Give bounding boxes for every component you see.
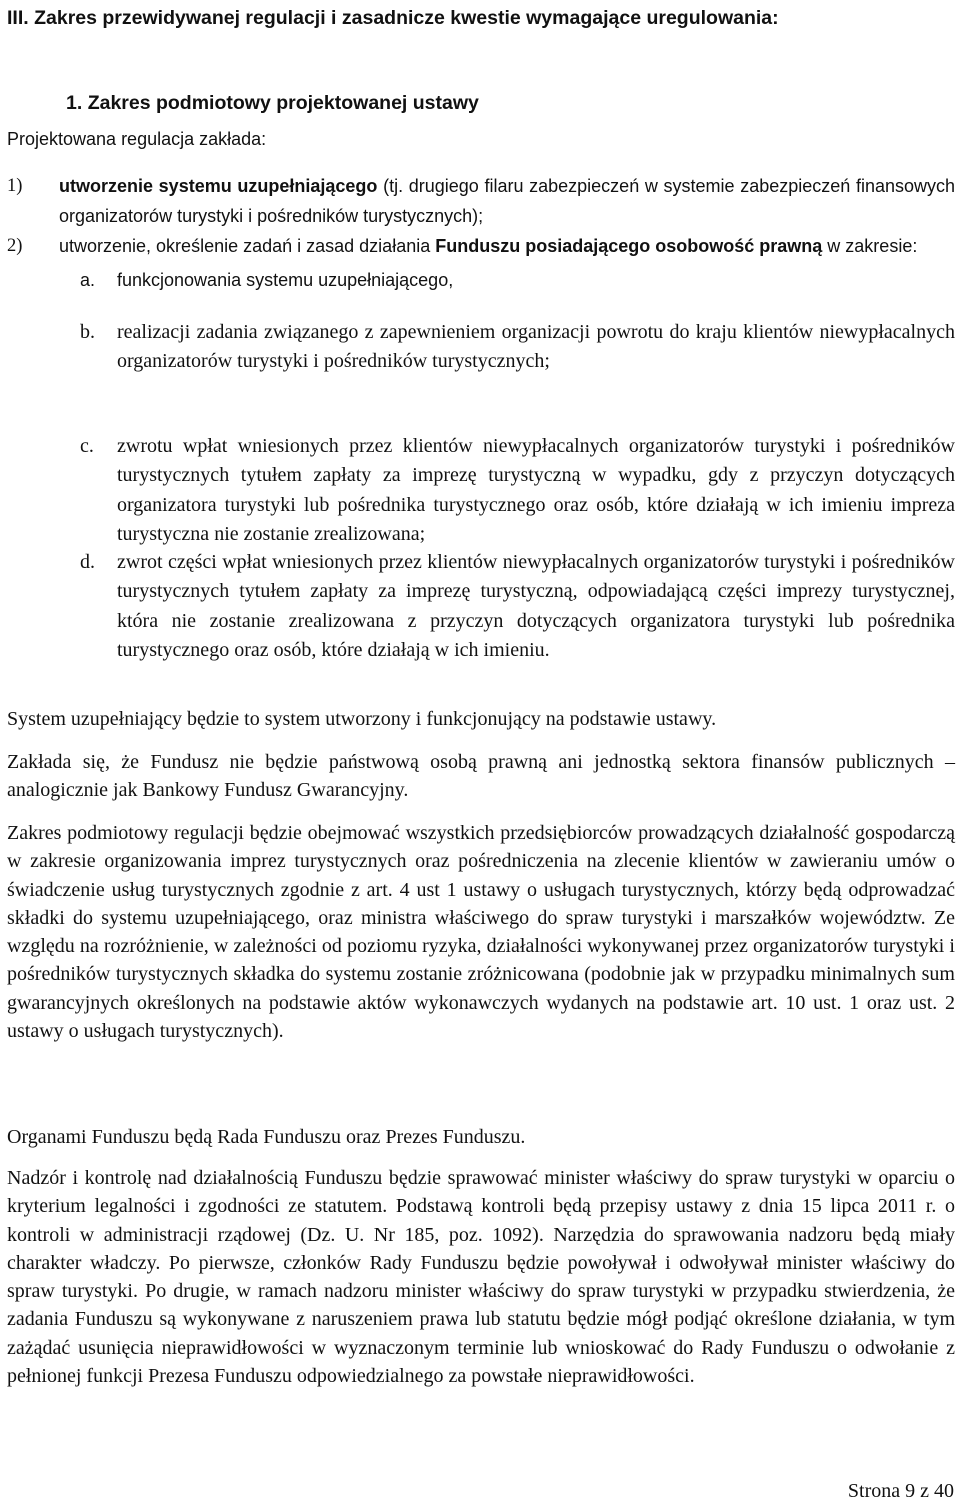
paragraph-fundusz-status: Zakłada się, że Fundusz nie będzie państwową osobą prawną ani jednostką sektora finansów publicznych – analogicznie jak Bankowy Fundusz Gwarancyjny. (7, 751, 955, 802)
list-item-text: (tj. drugiego filaru zabezpieczeń w systemie zabezpieczeń finansowych organizatorów turystyki i pośredników turystycznych); (59, 176, 955, 226)
sublist-item-a (80, 266, 955, 295)
sublist-letter: a. (80, 270, 96, 290)
list-item-bold: utworzenie systemu uzupełniającego (59, 176, 378, 196)
sublist-text: funkcjonowania systemu uzupełniającego, (117, 270, 454, 290)
subsection-title: Zakres podmiotowy projektowanej ustawy (87, 92, 479, 114)
sublist-letter: c. (80, 435, 94, 457)
list-item-number: 1) (7, 176, 23, 196)
page-number: Strona 9 z 40 (847, 1480, 954, 1502)
sublist-text: realizacji zadania związanego z zapewnieniem organizacji powrotu do kraju klientów niewypłacalnych organizatorów turystyki i pośredników turystycznych; (117, 321, 955, 373)
sublist-text: zwrot części wpłat wniesionych przez klientów niewypłacalnych organizatorów turystyki i pośredników turystycznych tytułem zapłaty za imprezę turystyczną, odpowiadającą części imprezy turystycznej, która nie zostanie zrealizowana z przyczyn dotyczących organizatora turystyki lub pośrednika turystycznego oraz osób, które działają w ich imieniu. (117, 551, 955, 661)
paragraph-organy: Organami Funduszu będą Rada Funduszu oraz Prezes Funduszu. (7, 1126, 526, 1148)
paragraph-zakres: Zakres podmiotowy regulacji będzie obejmować wszystkich przedsiębiorców prowadzących działalność gospodarczą w zakresie organizowania imprez turystycznych oraz pośredniczenia na zlecenie klientów w zawieraniu umów o świadczenie usług turystycznych zgodnie z art. 4 ust 1 ustawy o usługach turystycznych, którzy będą odprowadzać składki do systemu uzupełniającego, oraz ministra właściwego do spraw turystyki i marszałków województw. Ze względu na rozróżnienie, w zależności od poziomu ryzyka, działalności wykonywanej przez organizatorów turystyki i pośredników turystycznych składka do systemu zostanie zróżnicowana (podobnie jak w przypadku minimalnych sum gwarancyjnych określonych na podstawie aktów wykonawczych wydanych na podstawie art. 10 ust. 1 oraz ust. 2 ustawy o usługach turystycznych). (7, 822, 955, 1043)
list-item-2 (7, 232, 955, 262)
section-heading: III. Zakres przewidywanej regulacji i zasadnicze kwestie wymagające uregulowania: (7, 7, 779, 29)
subsection-heading (66, 91, 479, 115)
paragraph-nadzor: Nadzór i kontrolę nad działalnością Funduszu będzie sprawować minister właściwy do spraw turystyki w oparciu o kryterium legalności i zgodności ze statutem. Podstawą kontroli będą przepisy ustawy z dnia 15 lipca 2011 r. o kontroli w administracji rządowej (Dz. U. Nr 185, poz. 1092). Narzędzia do sprawowania nadzoru będą miały charakter władczy. Po pierwsze, członków Rady Funduszu będzie powoływał i odwoływał minister właściwy do spraw turystyki. Po drugie, w ramach nadzoru minister właściwy do spraw turystyki w przypadku stwierdzenia, że zadania Funduszu są wykonywane z naruszeniem prawa lub statutu będzie mógł podjąć określone działania, w tym zażądać usunięcia nieprawidłowości w wyznaczonym terminie lub wnioskować do Rady Funduszu o odwołanie z pełnionej funkcji Prezesa Funduszu odpowiedzialnego za powstałe nieprawidłowości. (7, 1167, 955, 1388)
numbered-list (7, 172, 955, 262)
list-item-bold: Funduszu posiadającego osobowość prawną (435, 236, 823, 256)
paragraph-system: System uzupełniający będzie to system utworzony i funkcjonujący na podstawie ustawy. (7, 708, 717, 730)
list-item-number: 2) (7, 236, 23, 256)
sublist-item-b (80, 318, 955, 377)
list-item-text: w zakresie: (822, 236, 918, 256)
sublist-letter: d. (80, 551, 95, 573)
sublist-item-c (80, 432, 955, 549)
sublist-item-d (80, 548, 955, 665)
sublist-letter: b. (80, 321, 95, 343)
intro-text: Projektowana regulacja zakłada: (7, 129, 267, 149)
subsection-number: 1. (66, 92, 83, 114)
list-item-1 (7, 172, 955, 232)
sublist-text: zwrotu wpłat wniesionych przez klientów niewypłacalnych organizatorów turystyki i pośredników turystycznych tytułem zapłaty za imprezę turystyczną w wypadku, gdy z przyczyn dotyczących organizatora turystyki lub pośrednika turystycznego oraz osób, które działają w ich imieniu impreza turystyczna nie zostanie zrealizowana; (117, 435, 955, 545)
list-item-lead: utworzenie, określenie zadań i zasad działania (59, 236, 436, 256)
